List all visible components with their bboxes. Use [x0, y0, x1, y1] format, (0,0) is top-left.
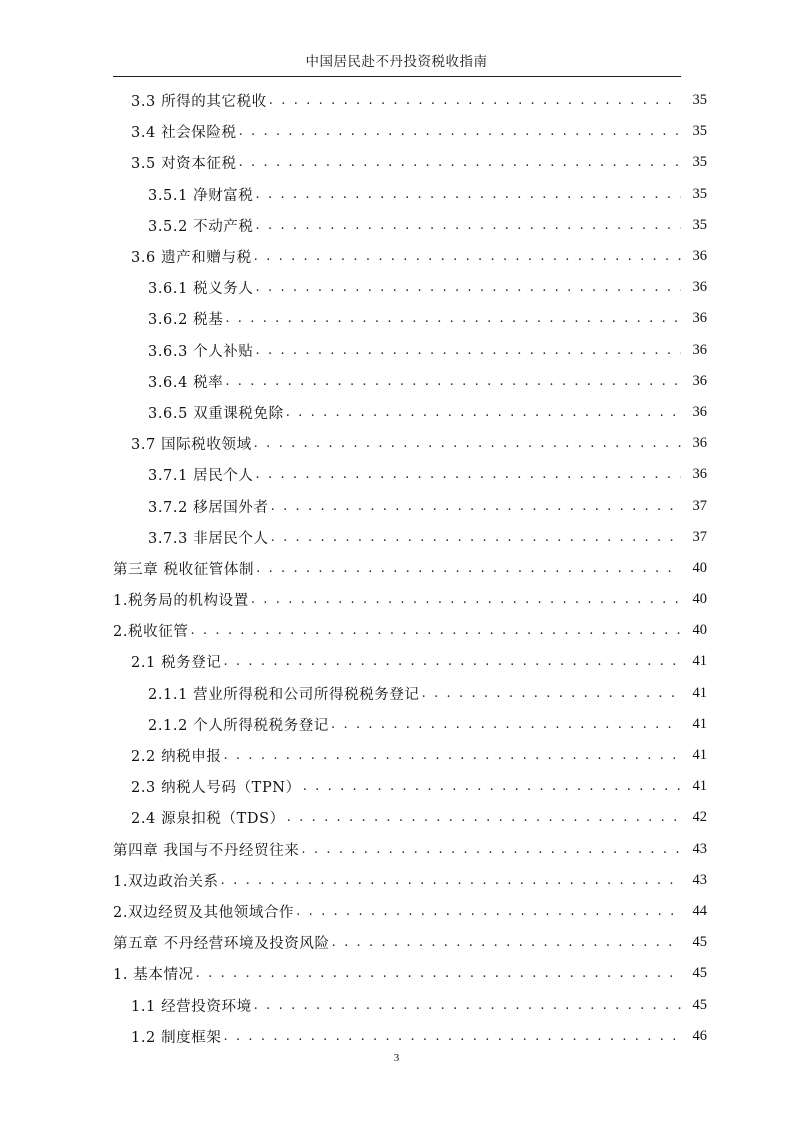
toc-entry-page: 36: [692, 466, 707, 483]
toc-entry-page: 41: [692, 684, 707, 701]
toc-dot-leader: [239, 124, 681, 139]
toc-entry-page: 35: [692, 123, 707, 140]
toc-entry-label: 第四章 我国与不丹经贸往来: [113, 842, 300, 859]
toc-entry[interactable]: [113, 740, 707, 771]
toc-dot-leader: [256, 561, 681, 576]
toc-dot-leader: [271, 530, 681, 545]
toc-entry-page: 45: [692, 996, 707, 1013]
toc-entry-page: 36: [692, 403, 707, 420]
toc-entry[interactable]: [113, 272, 707, 303]
toc-entry-label: 2.4 源泉扣税（TDS）: [131, 811, 285, 828]
toc-dot-leader: [225, 374, 681, 389]
toc-entry-page: 40: [692, 622, 707, 639]
toc-dot-leader: [331, 717, 681, 732]
toc-entry-label: 2.1 税务登记: [131, 655, 222, 672]
toc-entry-page: 35: [692, 92, 707, 109]
toc-entry-label: 3.6.3 个人补贴: [148, 343, 254, 360]
toc-entry-page: 43: [692, 871, 707, 888]
toc-entry[interactable]: [113, 428, 707, 459]
toc-entry-label: 2.双边经贸及其他领域合作: [113, 904, 295, 921]
toc-entry[interactable]: [113, 927, 707, 958]
toc-entry-label: 3.7 国际税收领域: [131, 437, 252, 454]
toc-entry-label: 1. 基本情况: [113, 967, 194, 984]
toc-entry-label: 3.3 所得的其它税收: [131, 94, 267, 111]
toc-entry[interactable]: [113, 802, 707, 833]
toc-entry-label: 3.7.3 非居民个人: [148, 530, 269, 547]
header-rule: [113, 76, 681, 77]
toc-dot-leader: [256, 343, 681, 358]
toc-entry[interactable]: [113, 771, 707, 802]
toc-dot-leader: [225, 311, 681, 326]
toc-entry[interactable]: [113, 116, 707, 147]
toc-entry-page: 42: [692, 809, 707, 826]
toc-dot-leader: [301, 842, 681, 857]
toc-entry[interactable]: [113, 490, 707, 521]
toc-entry-page: 37: [692, 528, 707, 545]
toc-dot-leader: [196, 966, 681, 981]
toc-entry-label: 1.双边政治关系: [113, 873, 219, 890]
table-of-contents: [113, 85, 707, 1052]
toc-dot-leader: [223, 654, 681, 669]
toc-entry[interactable]: [113, 709, 707, 740]
toc-dot-leader: [239, 155, 681, 170]
toc-entry-label: 3.6 遗产和赠与税: [131, 250, 252, 267]
toc-entry-page: 46: [692, 1027, 707, 1044]
toc-entry-label: 第三章 税收征管体制: [113, 561, 255, 578]
toc-entry-label: 3.5.1 净财富税: [148, 187, 254, 204]
toc-entry-label: 第五章 不丹经营环境及投资风险: [113, 936, 330, 953]
page-header-title: 中国居民赴不丹投资税收指南: [305, 54, 488, 70]
toc-dot-leader: [251, 592, 681, 607]
toc-entry-page: 41: [692, 747, 707, 764]
toc-entry[interactable]: [113, 865, 707, 896]
toc-dot-leader: [256, 467, 681, 482]
toc-entry-label: 1.2 制度框架: [131, 1029, 222, 1046]
toc-entry-label: 2.税收征管: [113, 624, 189, 641]
toc-entry-page: 36: [692, 372, 707, 389]
toc-entry-label: 3.6.4 税率: [148, 374, 224, 391]
toc-entry-label: 3.7.2 移居国外者: [148, 499, 269, 516]
toc-entry-page: 36: [692, 279, 707, 296]
toc-entry-page: 36: [692, 341, 707, 358]
toc-entry[interactable]: [113, 147, 707, 178]
toc-entry[interactable]: [113, 1021, 707, 1052]
toc-entry-label: 3.6.1 税义务人: [148, 281, 254, 298]
toc-entry-page: 36: [692, 310, 707, 327]
toc-dot-leader: [254, 436, 681, 451]
toc-entry-label: 3.6.5 双重课税免除: [148, 405, 284, 422]
toc-entry-label: 2.3 纳税人号码（TPN）: [131, 780, 301, 797]
toc-entry-label: 3.5 对资本征税: [131, 156, 237, 173]
toc-dot-leader: [271, 499, 681, 514]
toc-dot-leader: [254, 998, 681, 1013]
toc-entry-page: 40: [692, 591, 707, 608]
toc-entry-page: 40: [692, 559, 707, 576]
toc-entry-label: 2.1.1 营业所得税和公司所得税税务登记: [148, 686, 420, 703]
toc-entry-label: 3.4 社会保险税: [131, 125, 237, 142]
toc-entry-page: 35: [692, 185, 707, 202]
page-number: 3: [393, 1052, 400, 1064]
toc-dot-leader: [296, 904, 681, 919]
toc-entry-page: 41: [692, 715, 707, 732]
toc-entry-label: 3.6.2 税基: [148, 312, 224, 329]
toc-dot-leader: [254, 249, 681, 264]
toc-dot-leader: [303, 779, 681, 794]
toc-entry-page: 44: [692, 902, 707, 919]
toc-entry[interactable]: [113, 85, 707, 116]
toc-entry-page: 35: [692, 216, 707, 233]
toc-dot-leader: [190, 623, 681, 638]
toc-entry[interactable]: [113, 584, 707, 615]
toc-entry-label: 3.5.2 不动产税: [148, 218, 254, 235]
toc-dot-leader: [287, 810, 681, 825]
toc-dot-leader: [256, 218, 681, 233]
toc-dot-leader: [422, 686, 681, 701]
toc-entry-label: 1.1 经营投资环境: [131, 998, 252, 1015]
toc-entry[interactable]: [113, 553, 707, 584]
toc-entry[interactable]: [113, 958, 707, 989]
toc-entry-label: 3.7.1 居民个人: [148, 468, 254, 485]
toc-dot-leader: [256, 187, 681, 202]
toc-entry[interactable]: [113, 303, 707, 334]
toc-entry-page: 43: [692, 840, 707, 857]
toc-entry[interactable]: [113, 210, 707, 241]
toc-entry[interactable]: [113, 834, 707, 865]
toc-entry-page: 45: [692, 934, 707, 951]
toc-entry[interactable]: [113, 397, 707, 428]
toc-entry-label: 1.税务局的机构设置: [113, 593, 249, 610]
toc-entry-page: 45: [692, 965, 707, 982]
toc-dot-leader: [223, 1029, 681, 1044]
toc-entry[interactable]: [113, 522, 707, 553]
toc-dot-leader: [269, 93, 681, 108]
toc-entry-page: 36: [692, 248, 707, 265]
toc-entry-page: 41: [692, 653, 707, 670]
toc-entry-page: 35: [692, 154, 707, 171]
toc-entry-page: 37: [692, 497, 707, 514]
toc-entry[interactable]: [113, 241, 707, 272]
toc-entry-page: 41: [692, 778, 707, 795]
toc-entry-label: 2.2 纳税申报: [131, 749, 222, 766]
toc-entry-label: 2.1.2 个人所得税税务登记: [148, 717, 330, 734]
toc-entry[interactable]: [113, 179, 707, 210]
toc-entry[interactable]: [113, 615, 707, 646]
toc-entry[interactable]: [113, 678, 707, 709]
toc-entry[interactable]: [113, 335, 707, 366]
toc-dot-leader: [332, 935, 681, 950]
toc-entry[interactable]: [113, 646, 707, 677]
toc-dot-leader: [286, 405, 681, 420]
toc-dot-leader: [221, 873, 681, 888]
toc-entry[interactable]: [113, 459, 707, 490]
toc-dot-leader: [223, 748, 681, 763]
toc-dot-leader: [256, 280, 681, 295]
toc-entry[interactable]: [113, 366, 707, 397]
toc-entry[interactable]: [113, 896, 707, 927]
toc-entry-page: 36: [692, 435, 707, 452]
toc-entry[interactable]: [113, 989, 707, 1020]
